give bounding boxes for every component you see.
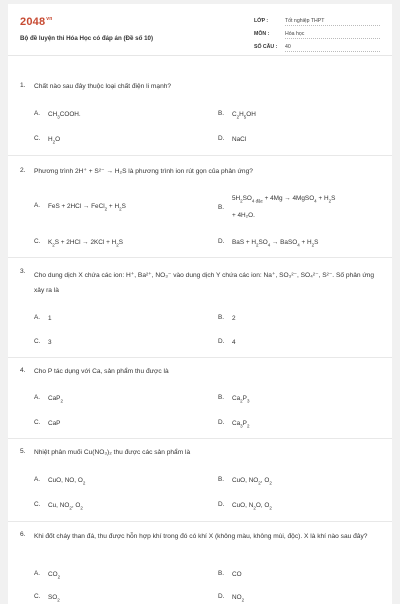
question-number: 5.	[20, 448, 26, 455]
divider	[8, 357, 392, 358]
option-text: $Ca_3P_2$	[232, 420, 250, 429]
option-letter: B.	[218, 570, 225, 577]
option-letter: C.	[34, 338, 41, 345]
option-letter: C.	[34, 419, 41, 426]
option-letter: D.	[218, 238, 225, 245]
option-letter: A.	[34, 314, 41, 321]
option-letter: A.	[34, 570, 41, 577]
divider	[8, 521, 392, 522]
question-number: 2.	[20, 167, 26, 174]
meta-value: 40	[285, 44, 380, 52]
option-letter: A.	[34, 476, 41, 483]
divider	[8, 438, 392, 439]
site-logo[interactable]	[20, 16, 53, 28]
option-text: BaS + $H_2SO_4$ → BaSO$_4$ + $H_2S$	[232, 239, 319, 248]
option-letter: B.	[218, 394, 225, 401]
option-text: CuO, $NO_2$, $O_2$	[232, 477, 272, 486]
option-text: CaP	[48, 420, 61, 427]
option-text: NaCl	[232, 136, 247, 143]
option-text: 1	[48, 315, 52, 322]
option-letter: C.	[34, 593, 41, 600]
exam-page	[8, 4, 392, 604]
option-text: CO	[232, 571, 242, 578]
option-text: $5H_2SO_{4 đặc} + 4Mg$ → 4MgSO$_4$ + $H_2S$	[232, 195, 336, 204]
option-letter: B.	[218, 476, 225, 483]
option-text: 4	[232, 339, 236, 346]
option-text: 2	[232, 315, 236, 322]
option-letter: C.	[34, 501, 41, 508]
meta-label: LỚP :	[254, 18, 269, 24]
option-text: CaP$_2$	[48, 395, 63, 404]
option-text-cont: + 4H₂O.	[232, 212, 255, 219]
meta-label: SỐ CÂU :	[254, 44, 278, 50]
option-text: 3	[48, 339, 52, 346]
option-text: $H_2O$	[48, 136, 61, 145]
option-text: $C_2H_5OH$	[232, 111, 256, 120]
exam-header	[8, 4, 392, 56]
logo-sub: vn	[46, 16, 53, 23]
logo-text: 2048	[20, 16, 46, 28]
question-text: Khi đốt cháy than đá, thu được hỗn hợp khí trong đó có khí X (không màu, không mùi, độc). X là khí nào sau đây?	[34, 533, 368, 540]
question-number: 6.	[20, 531, 26, 538]
option-letter: C.	[34, 238, 41, 245]
option-text: Cu, $NO_2$, $O_2$	[48, 502, 83, 511]
question-text: Nhiệt phân muối Cu(NO₃)₂ thu được các sản phẩm là	[34, 449, 191, 456]
option-letter: C.	[34, 135, 41, 142]
option-letter: D.	[218, 593, 225, 600]
option-text: $K_2S + 2HCl \to 2KCl + H_2S$	[48, 239, 123, 248]
divider	[8, 257, 392, 258]
meta-label: MÔN :	[254, 31, 270, 37]
question-number: 1.	[20, 82, 26, 89]
question-text: Cho dung dịch X chứa các ion: H⁺, Ba²⁺, NO₃⁻ vào dung dịch Y chứa các ion: Na⁺, SO₃²⁻, SO₄²⁻, S²⁻. Số phản ứng xảy ra là	[34, 272, 375, 294]
option-text: FeS + 2HCl → FeCl$_2$ + $H_2S$	[48, 203, 126, 212]
meta-value: Hóa học	[285, 31, 380, 39]
option-text: $Ca_2P_3$	[232, 395, 250, 404]
option-text: $CO_2$	[48, 571, 61, 580]
option-text: $NO_2$	[232, 594, 245, 603]
option-letter: D.	[218, 501, 225, 508]
question-text: Cho P tác dụng với Ca, sản phẩm thu được là	[34, 368, 169, 375]
question-number: 3.	[20, 268, 26, 275]
option-text: CuO, $N_2O$, $O_2$	[232, 502, 272, 511]
option-letter: A.	[34, 394, 41, 401]
option-letter: A.	[34, 110, 41, 117]
option-text: $CH_3COOH$.	[48, 111, 81, 120]
option-letter: A.	[34, 202, 41, 209]
option-letter: D.	[218, 338, 225, 345]
exam-title: Bộ đề luyện thi Hóa Học có đáp án (Đề số 10)	[20, 35, 154, 42]
meta-value: Tốt nghiệp THPT	[285, 18, 380, 26]
question-text: Phương trình 2H⁺ + S²⁻ → H₂S là phương trình ion rút gọn của phản ứng?	[34, 168, 253, 175]
option-letter: D.	[218, 135, 225, 142]
question-number: 4.	[20, 367, 26, 374]
option-text: $SO_2$	[48, 594, 60, 603]
divider	[8, 155, 392, 156]
option-letter: D.	[218, 419, 225, 426]
option-text: CuO, NO, $O_2$	[48, 477, 86, 486]
question-text: Chất nào sau đây thuộc loại chất điện li mạnh?	[34, 83, 172, 90]
option-letter: B.	[218, 204, 225, 211]
option-letter: B.	[218, 110, 225, 117]
option-letter: B.	[218, 314, 225, 321]
